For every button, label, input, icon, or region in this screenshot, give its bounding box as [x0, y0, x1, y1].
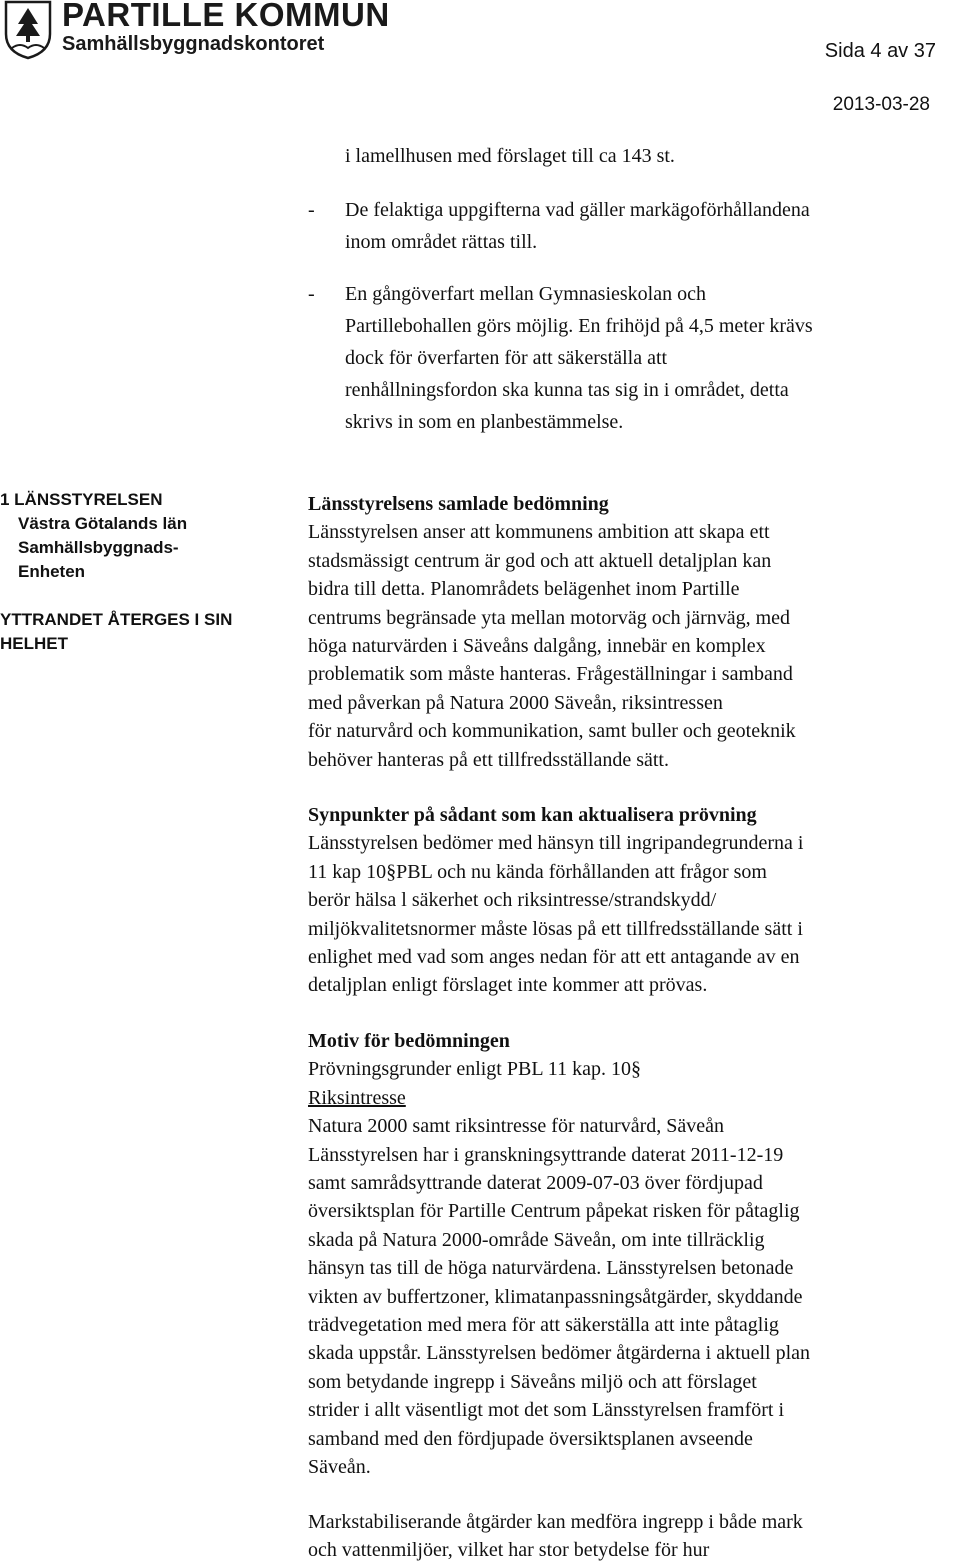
section-review-concerns: [308, 801, 928, 1000]
bullet-item-1: De felaktiga uppgifterna vad gäller markägoförhållandena inom området rättas till.: [345, 199, 810, 253]
sender-region: Västra Götalands län: [18, 514, 188, 533]
section-body: Länsstyrelsen bedömer med hänsyn till ingripandegrunderna i 11 kap 10§PBL och nu kända förhållanden att frågor som berör hälsa l säkerhet och riksintresse/strandskydd/ miljökvalitetsnormer måste lösas på ett tillfredsställande sätt i enlighet med vad som anges nedan för att ett antagande av en detaljplan enligt förslaget inte kommer att prövas.: [308, 832, 804, 997]
section-subheading: Prövningsgrunder enligt PBL 11 kap. 10§: [308, 1058, 641, 1081]
section-motivation: [308, 1027, 928, 1482]
section-overall-assessment: [308, 490, 928, 774]
organization-name: PARTILLE KOMMUN: [62, 0, 390, 33]
document-date: 2013-03-28: [832, 94, 930, 115]
bullet-item-2: En gångöverfart mellan Gymnasieskolan och Partillebohallen görs möjlig. En frihöjd på 4,5 meter krävs dock för överfarten för att säkerställa att renhållningsfordon ska kunna tas sig in i området, detta skrivs in som en planbestämmelse.: [345, 283, 813, 433]
section-heading: Länsstyrelsens samlade bedömning: [308, 493, 609, 515]
bullet-dash: -: [308, 199, 315, 221]
section-heading: Synpunkter på sådant som kan aktualisera prövning: [308, 804, 757, 826]
sender-note-line1: YTTRANDET ÅTERGES I SIN: [0, 610, 233, 629]
sender-number-label: 1 LÄNSSTYRELSEN: [0, 490, 163, 509]
section-heading: Motiv för bedömningen: [308, 1030, 510, 1052]
municipality-crest-logo: [4, 0, 52, 60]
section-ground-stabilization: [308, 1508, 928, 1565]
section-body: Markstabiliserande åtgärder kan medföra ingrepp i både mark och vattenmiljöer, vilket har stor betydelse för hur: [308, 1511, 803, 1562]
sender-unit-line1: Samhällsbyggnads-: [18, 538, 179, 557]
continuation-line: i lamellhusen med förslaget till ca 143 st.: [345, 145, 675, 167]
sender-unit-line2: Enheten: [18, 562, 86, 581]
sender-note-line2: HELHET: [0, 634, 68, 653]
sender-column: [0, 488, 296, 656]
section-body: Natura 2000 samt riksintresse för naturvård, Säveån Länsstyrelsen har i granskningsyttrande daterat 2011-12-19 samt samrådsyttrande daterat 2009-07-03 över fördjupad översiktsplan för Partille Centrum påpekat risken för påtaglig skada på Natura 2000-område Säveån, om inte tillräcklig hänsyn tas till de höga naturvärdena. Länsstyrelsen betonade vikten av buffertzoner, klimatanpassningsåtgärder, skyddande trädvegetation med mera för att säkerställa att inte påtaglig skada uppstår. Länsstyrelsen bedömer åtgärderna i aktuell plan som betydande ingrepp i Säveåns miljö och att förslaget strider i allt väsentligt mot det som Länsstyrelsen framfört i samband med den fördjupade översiktsplanen avseende Säveån.: [308, 1115, 811, 1479]
bullet-dash: -: [308, 283, 315, 305]
page-number: Sida 4 av 37: [824, 40, 936, 62]
section-body: Länsstyrelsen anser att kommunens ambition att skapa ett stadsmässigt centrum är god och att aktuell detaljplan kan bidra till detta. Planområdets belägenhet inom Partille centrums begränsade yta mellan motorväg och järnväg, med höga naturvärden i Säveåns dalgång, innebär en komplex problematik som måste hanteras. Frågeställningar i samband med påverkan på Natura 2000 Säveån, riksintressen för naturvård och kommunikation, samt buller och geoteknik behöver hanteras på ett tillfredsställande sätt.: [308, 521, 796, 771]
underlined-term: Riksintresse: [308, 1086, 406, 1109]
department-name: Samhällsbyggnadskontoret: [62, 33, 325, 55]
